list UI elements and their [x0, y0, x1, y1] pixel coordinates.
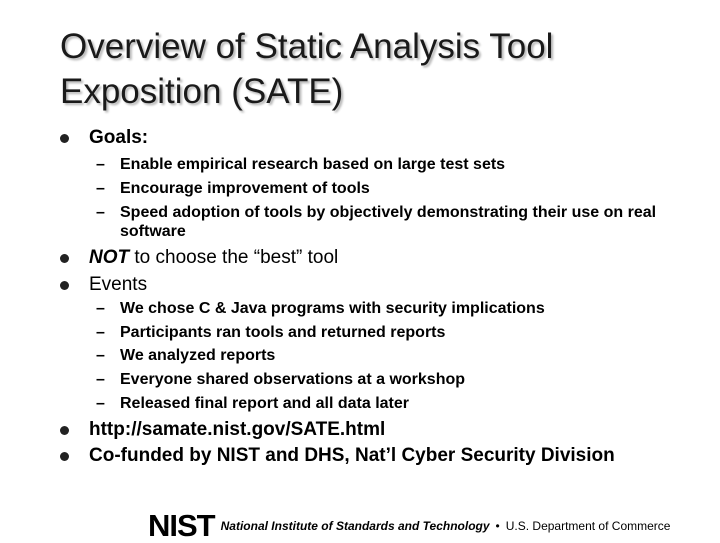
sub-bullet-text: We chose C & Java programs with security implications: [120, 300, 545, 317]
bullet-text: Goals:: [89, 127, 149, 148]
title-line-2: Exposition (SATE): [60, 72, 344, 111]
footer-separator: •: [495, 519, 500, 533]
sub-bullet-text: Encourage improvement of tools: [120, 180, 370, 197]
bullet-dot-icon: [60, 426, 69, 435]
dash-marker: –: [96, 300, 105, 317]
bullet-link[interactable]: http://samate.nist.gov/SATE.html: [89, 419, 386, 440]
footer: [148, 508, 671, 543]
sub-bullet-text: Speed adoption of tools by objectively demonstrating their use on real software: [120, 204, 657, 240]
dash-marker: –: [96, 347, 105, 364]
sub-bullet-text: Enable empirical research based on large test sets: [120, 156, 506, 173]
bullet-dot-icon: [60, 134, 69, 143]
nist-logo: NIST: [148, 508, 215, 543]
bullet-text: [89, 246, 338, 270]
dash-marker: –: [96, 395, 105, 412]
bullet-text-rest: to choose the “best” tool: [129, 247, 339, 268]
sub-bullet-text: Participants ran tools and returned reports: [120, 324, 446, 341]
sub-bullet-text: Everyone shared observations at a workshop: [120, 371, 466, 388]
dash-marker: –: [96, 371, 105, 388]
institute-name: National Institute of Standards and Technology: [220, 519, 490, 533]
dash-marker: –: [96, 204, 105, 221]
sub-bullet-text: Released final report and all data later: [120, 395, 409, 412]
bullet-text: Co-funded by NIST and DHS, Nat’l Cyber Security Division: [89, 445, 615, 466]
department-name: U.S. Department of Commerce: [505, 519, 671, 533]
emphasis-not: NOT: [89, 247, 130, 268]
bullet-dot-icon: [60, 452, 69, 461]
dash-marker: –: [96, 156, 105, 173]
slide-title: [60, 24, 700, 114]
bullet-dot-icon: [60, 281, 69, 290]
bullet-dot-icon: [60, 254, 69, 263]
title-line-1: Overview of Static Analysis Tool: [60, 27, 554, 66]
sub-bullet-text: We analyzed reports: [120, 347, 276, 364]
dash-marker: –: [96, 324, 105, 341]
bullet-text: Events: [89, 274, 148, 295]
dash-marker: –: [96, 180, 105, 197]
